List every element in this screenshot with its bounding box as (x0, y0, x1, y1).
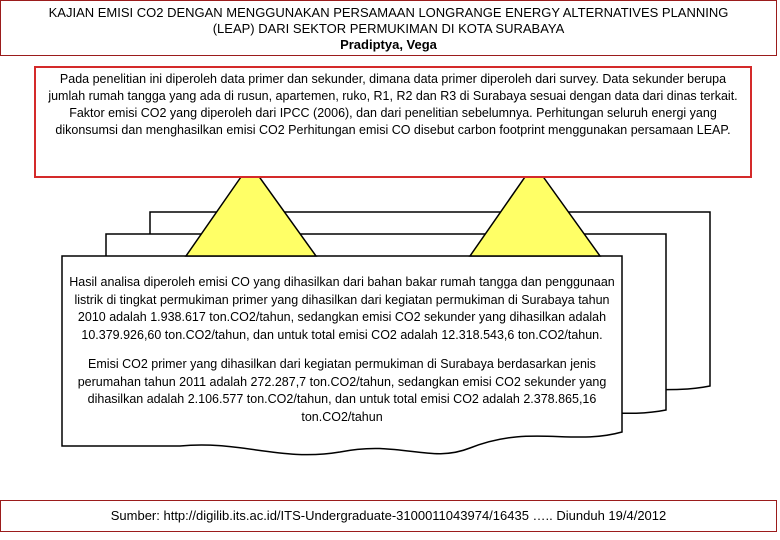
results-paragraph-2: Emisi CO2 primer yang dihasilkan dari kegiatan permukiman di Surabaya berdasarkan jenis perumahan tahun 2011 adalah 272.287,7 ton.CO2/tahun, sedangkan emisi CO2 sekunder yang dihasilkan adalah 2.106.577 ton.CO2/tahun, dan untuk total emisi CO2 adalah 2.378.865,16 ton.CO2/tahun (77, 357, 607, 424)
title-line-2: (LEAP) DARI SEKTOR PERMUKIMAN DI KOTA SURABAYA (212, 21, 565, 36)
abstract-text: Pada penelitian ini diperoleh data primer dan sekunder, dimana data primer diperoleh dari survey. Data sekunder berupa jumlah rumah tangga yang ada di rusun, apartemen, ruko, R1, R2 dan R3 di Surabaya sesuai dengan data dari dinas terkait. Faktor emisi CO2 yang diperoleh dari IPCC (2006), dan dari penelitian sebelumnya. Perhitungan seluruh energi yang dikonsumsi dan menghasilkan emisi CO2 Perhitungan emisi CO disebut carbon footprint menggunakan persamaan LEAP. (48, 72, 738, 137)
author: Pradiptya, Vega (340, 37, 437, 52)
results-text (62, 274, 622, 438)
footer-source (0, 500, 777, 532)
source-text: Sumber: http://digilib.its.ac.id/ITS-Undergraduate-3100011043974/16435 ….. Diunduh 19/4/2012 (110, 508, 667, 523)
results-paragraph-1: Hasil analisa diperoleh emisi CO yang dihasilkan dari bahan bakar rumah tangga dan penggunaan listrik di tingkat permukiman primer yang dihasilkan dari kegiatan permukiman di Surabaya tahun 2010 adalah 1.938.617 ton.CO2/tahun, sedangkan emisi CO2 sekunder yang dihasilkan adalah 10.379.926,60 ton.CO2/tahun, dan untuk total emisi CO2 adalah 12.318.543,6 ton.CO2/tahun. (69, 275, 615, 342)
title-line-1: KAJIAN EMISI CO2 DENGAN MENGGUNAKAN PERSAMAAN LONGRANGE ENERGY ALTERNATIVES PLANNING (48, 5, 729, 20)
abstract-box (34, 66, 752, 178)
